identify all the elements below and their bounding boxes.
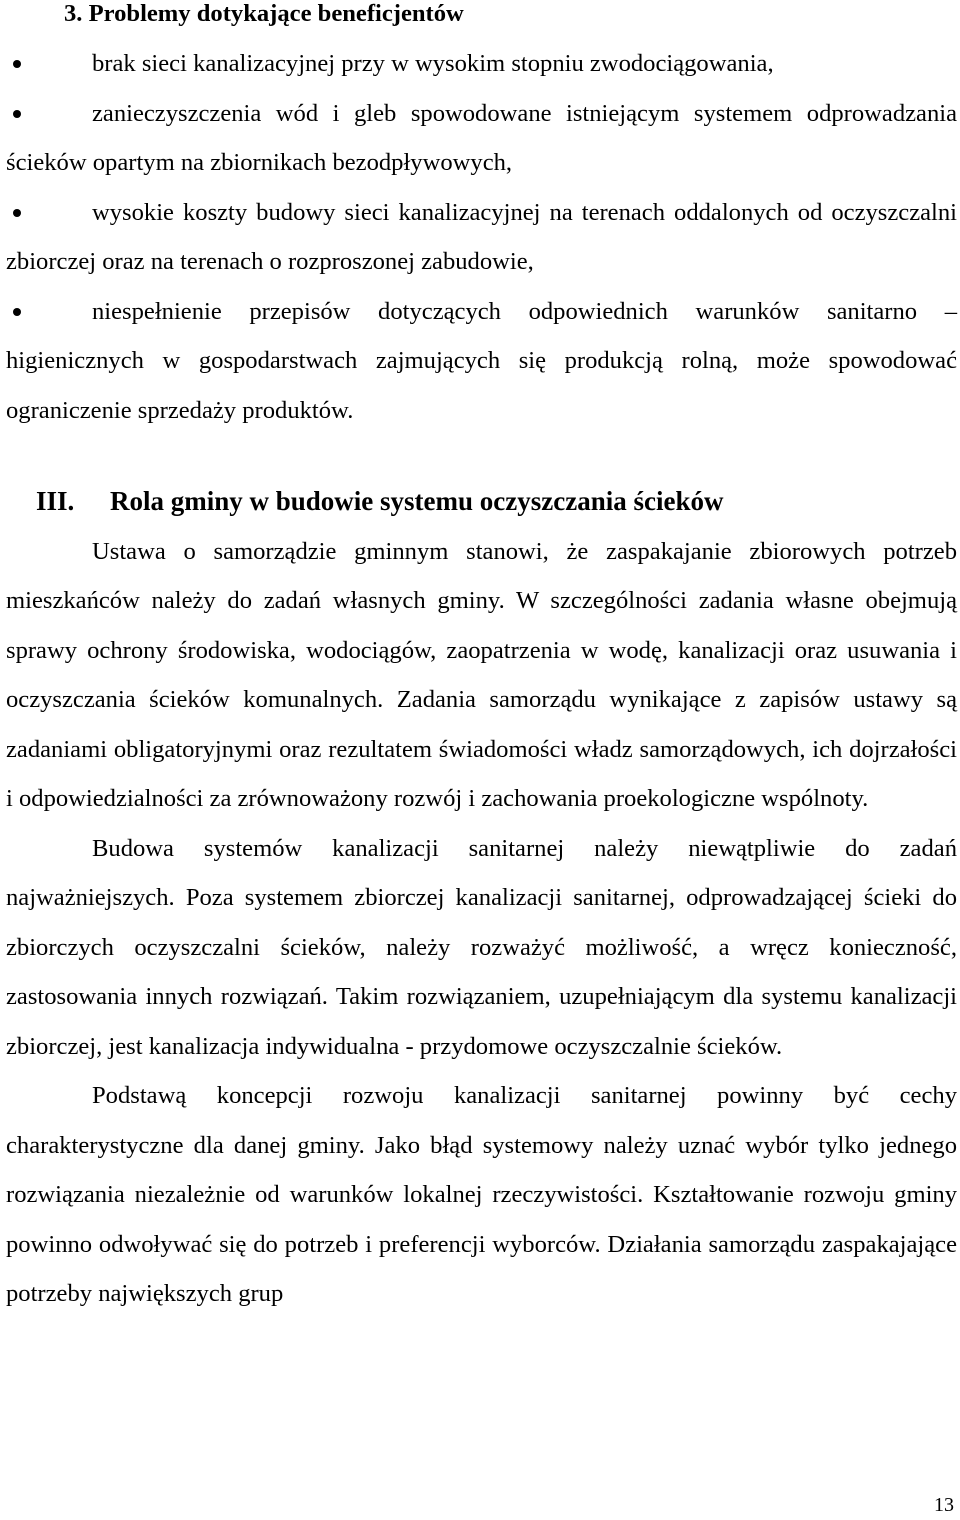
list-item bbox=[6, 39, 957, 89]
list-item bbox=[6, 188, 957, 287]
bullet-icon bbox=[13, 209, 21, 217]
paragraph: Podstawą koncepcji rozwoju kanalizacji sanitarnej powinny być cechy charakterystyczne dla danej gminy. Jako błąd systemowy należy uznać wybór tylko jednego rozwiązania niezależnie od warunków lokalnej rzeczywistości. Kształtowanie rozwoju gminy powinno odwoływać się do potrzeb i preferencji wyborców. Działania samorządu zaspakajające potrzeby największych grup bbox=[6, 1082, 957, 1307]
list-item-text: wysokie koszty budowy sieci kanalizacyjnej na terenach oddalonych od oczyszczalni zbiorczej oraz na terenach o rozproszonej zabudowie, bbox=[6, 198, 957, 275]
page-number: 13 bbox=[934, 1494, 954, 1516]
list-item bbox=[6, 287, 957, 436]
paragraph: Budowa systemów kanalizacji sanitarnej należy niewątpliwie do zadań najważniejszych. Poza systemem zbiorczej kanalizacji sanitarnej, odprowadzającej ścieki do zbiorczych oczyszczalni ścieków, należy rozważyć możliwość, a wręcz konieczność, zastosowania innych rozwiązań. Takim rozwiązaniem, uzupełniającym dla systemu kanalizacji zbiorczej, jest kanalizacja indywidualna - przydomowe oczyszczalnie ścieków. bbox=[6, 834, 957, 1060]
section-iii-number: III. bbox=[36, 486, 75, 516]
bullet-icon bbox=[13, 60, 21, 68]
paragraph: Ustawa o samorządzie gminnym stanowi, że zaspakajanie zbiorowych potrzeb mieszkańców należy do zadań własnych gminy. W szczególności zadania własne obejmują sprawy ochrony środowiska, wodociągów, zaopatrzenia w wodę, kanalizacji oraz usuwania i oczyszczania ścieków komunalnych. Zadania samorządu wynikające z zapisów ustawy są zadaniami obligatoryjnymi oraz rezultatem świadomości władz samorządowych, ich dojrzałości i odpowiedzialności za zrównoważony rozwój i zachowania proekologiczne wspólnoty. bbox=[6, 537, 957, 812]
list-item bbox=[6, 89, 957, 188]
section-iii-title: Rola gminy w budowie systemu oczyszczania ścieków bbox=[110, 486, 724, 516]
bullet-icon bbox=[13, 110, 21, 118]
document-page bbox=[6, 0, 957, 1319]
list-item-text: brak sieci kanalizacyjnej przy w wysokim stopniu zwodociągowania, bbox=[92, 50, 774, 77]
section-iii-heading bbox=[6, 477, 957, 527]
bullet-icon bbox=[13, 308, 21, 316]
list-item-text: zanieczyszczenia wód i gleb spowodowane istniejącym systemem odprowadzania ścieków opartym na zbiornikach bezodpływowych, bbox=[6, 99, 957, 176]
list-item-text: niespełnienie przepisów dotyczących odpowiednich warunków sanitarno – higienicznych w gospodarstwach zajmujących się produkcją rolną, może spowodować ograniczenie sprzedaży produktów. bbox=[6, 297, 957, 424]
problems-list bbox=[6, 39, 957, 435]
section-3-heading: 3. Problemy dotykające beneficjentów bbox=[64, 0, 464, 27]
